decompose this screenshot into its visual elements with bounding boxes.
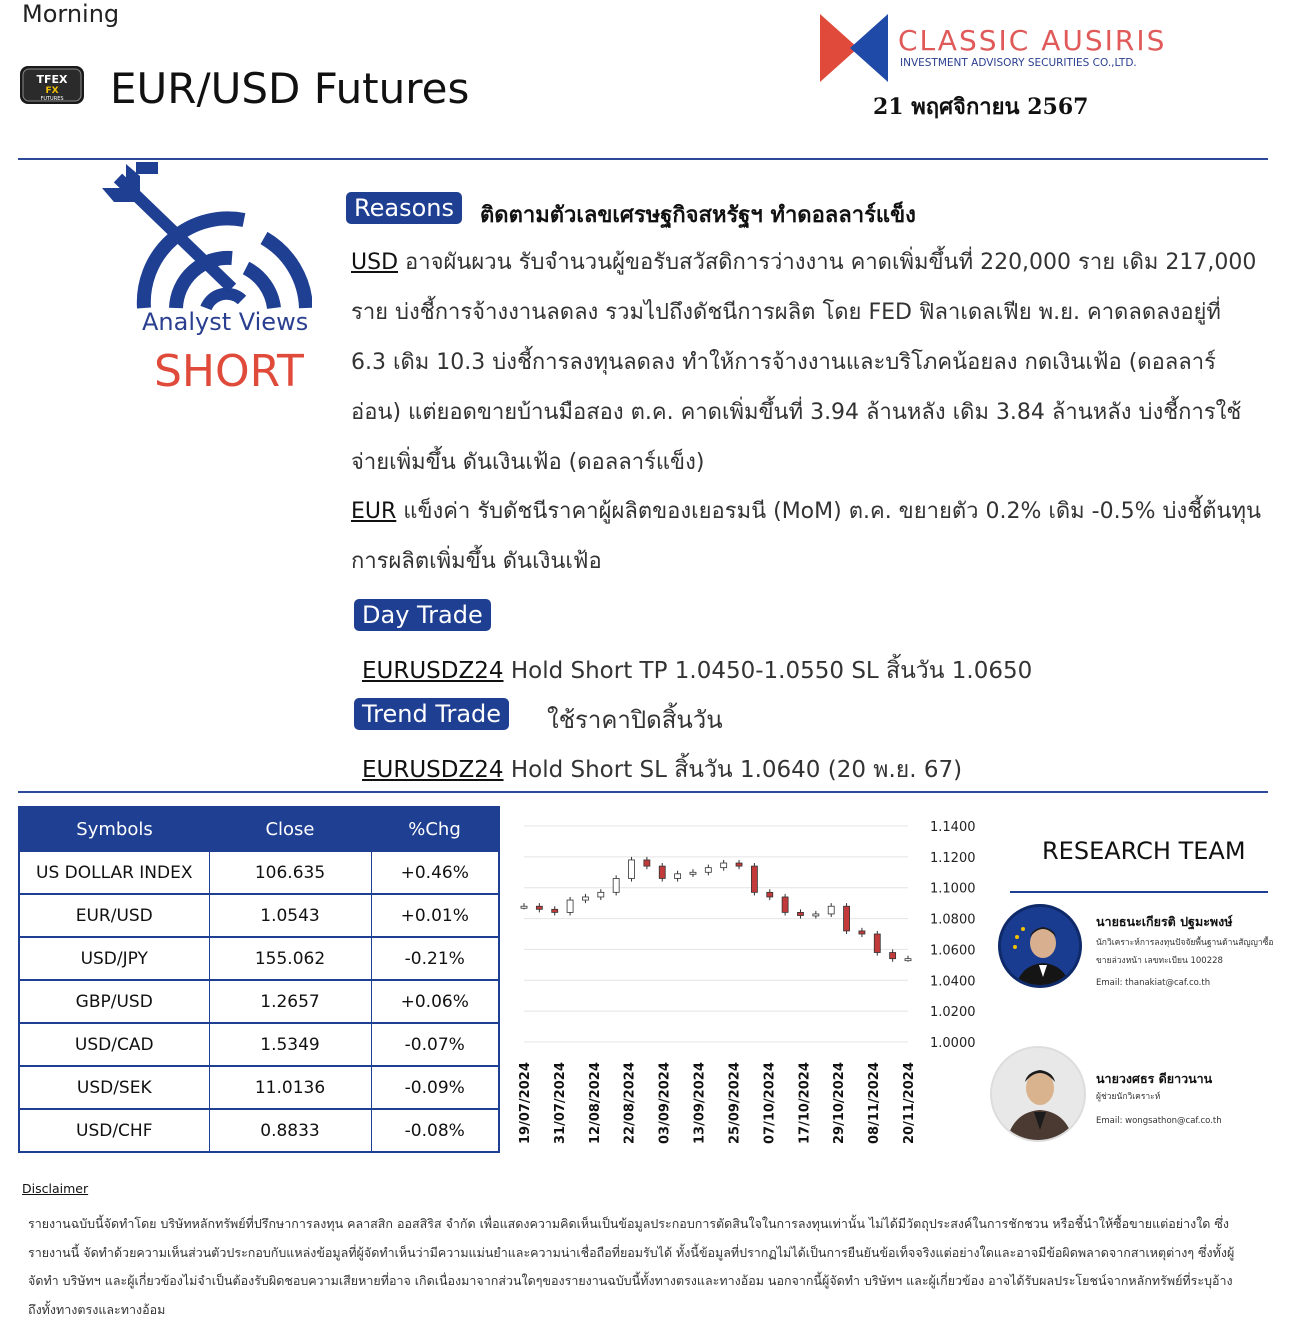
change-cell: +0.46% xyxy=(371,851,499,894)
table-row xyxy=(19,1066,499,1109)
candle-body xyxy=(859,931,865,934)
day-trade-line xyxy=(362,653,1032,689)
usd-paragraph xyxy=(351,238,1261,488)
candle-body xyxy=(521,906,527,908)
analyst-view-signal: SHORT xyxy=(154,346,304,397)
candle-body xyxy=(767,892,773,897)
candle-body xyxy=(582,897,588,900)
candle-body xyxy=(659,866,665,878)
y-tick-label: 1.1200 xyxy=(930,850,976,866)
candle-body xyxy=(905,959,911,961)
candle-body xyxy=(736,863,742,866)
y-tick-label: 1.1000 xyxy=(930,881,976,897)
close-cell: 11.0136 xyxy=(209,1066,371,1109)
x-tick-label: 03/09/2024 xyxy=(657,1062,673,1144)
symbol-cell: USD/SEK xyxy=(19,1066,209,1109)
close-cell: 106.635 xyxy=(209,851,371,894)
table-row xyxy=(19,1023,499,1066)
close-cell: 155.062 xyxy=(209,937,371,980)
disclaimer-text: รายงานฉบับนี้จัดทำโดย บริษัทหลักทรัพย์ที่ปรึกษาการลงทุน คลาสสิก ออสสิริส จำกัด เพื่อแสดงความคิดเห็นเป็นข้อมูลประกอบการตัดสินใจในการลงทุนเท่านั้น ไม่ได้มีวัตถุประสงค์ในการชักชวน หรือชี้นำให้ซื้อขายแต่อย่างใด ซึ่งรายงานนี้ จัดทำด้วยความเห็นส่วนตัวประกอบกับแหล่งข้อมูลที่ผู้จัดทำเห็นว่ามีความแม่นยำและความน่าเชื่อถือที่ยอมรับได้ ทั้งนี้ข้อมูลที่ปรากฏไม่ได้เป็นการยืนยันข้อเท็จจริงแต่อย่างใดและอาจมีข้อผิดพลาดจากสาเหตุต่างๆ ซึ่งทั้งผู้จัดทำ บริษัทฯ และผู้เกี่ยวข้องไม่จำเป็นต้องรับผิดชอบความเสียหายที่อาจ เกิดเนื่องมาจากส่วนใดๆของรายงานฉบับนี้ทั้งทางตรงและทางอ้อม นอกจากนี้ผู้จัดทำ บริษัทฯ และผู้เกี่ยวข้อง อาจได้รับผลประโยชน์จากหลักทรัพย์ที่ระบุอ้างถึงทั้งทางตรงและทางอ้อม xyxy=(28,1216,1235,1317)
candle-body xyxy=(828,906,834,914)
analyst-1-name: นายธนะเกียรติ ปฐมะพงษ์ xyxy=(1096,914,1233,929)
market-table xyxy=(18,806,500,1153)
candle-body xyxy=(751,866,757,892)
x-tick-label: 29/10/2024 xyxy=(832,1062,848,1144)
brand-logo-icon xyxy=(818,12,890,84)
header-close: Close xyxy=(209,807,371,851)
analyst-1-avatar xyxy=(998,904,1082,988)
eurusd-price-chart xyxy=(510,812,990,1152)
candle-body xyxy=(629,860,635,879)
x-tick-label: 20/11/2024 xyxy=(902,1062,917,1144)
eur-paragraph xyxy=(351,487,1261,587)
change-cell: -0.07% xyxy=(371,1023,499,1066)
candle-body xyxy=(844,906,850,931)
chart-candles xyxy=(521,857,911,962)
table-row xyxy=(19,937,499,980)
svg-text:TFEX: TFEX xyxy=(36,73,68,86)
eur-label: EUR xyxy=(351,499,397,524)
y-tick-label: 1.1400 xyxy=(930,820,976,835)
analyst-views-label: Analyst Views xyxy=(142,308,309,336)
tfex-logo xyxy=(18,63,86,107)
change-cell: -0.09% xyxy=(371,1066,499,1109)
x-tick-label: 19/07/2024 xyxy=(518,1062,533,1144)
x-tick-label: 12/08/2024 xyxy=(587,1062,603,1144)
trend-trade-tag: Trend Trade xyxy=(354,698,509,730)
candle-body xyxy=(890,953,896,959)
candle-body xyxy=(782,897,788,912)
close-cell: 1.2657 xyxy=(209,980,371,1023)
change-cell: -0.08% xyxy=(371,1109,499,1152)
trend-trade-text: Hold Short SL สิ้นวัน 1.0640 (20 พ.ย. 67) xyxy=(503,757,963,783)
eur-text: แข็งค่า รับดัชนีราคาผู้ผลิตของเยอรมนี (MoM) ต.ค. ขยายตัว 0.2% เดิม -0.5% บ่งชี้ต้นทุนการผลิตเพิ่มขึ้น ดันเงินเฟ้อ xyxy=(351,499,1261,574)
table-row xyxy=(19,851,499,894)
reasons-tag: Reasons xyxy=(346,192,462,224)
trend-trade-line xyxy=(362,752,962,788)
header-change: %Chg xyxy=(371,807,499,851)
table-row xyxy=(19,980,499,1023)
candle-body xyxy=(675,874,681,879)
brand-subtitle: INVESTMENT ADVISORY SECURITIES CO.,LTD. xyxy=(900,57,1137,69)
day-trade-tag: Day Trade xyxy=(354,599,491,631)
candle-body xyxy=(567,900,573,912)
usd-label: USD xyxy=(351,250,399,275)
x-tick-label: 25/09/2024 xyxy=(727,1062,743,1144)
research-divider xyxy=(1010,891,1268,893)
table-row xyxy=(19,1109,499,1152)
candle-body xyxy=(644,860,650,866)
change-cell: -0.21% xyxy=(371,937,499,980)
y-tick-label: 1.0000 xyxy=(930,1036,976,1051)
target-arrow-icon xyxy=(96,160,312,310)
symbol-cell: USD/CAD xyxy=(19,1023,209,1066)
report-date: 21 พฤศจิกายน 2567 xyxy=(873,94,1089,120)
trend-trade-note: ใช้ราคาปิดสิ้นวัน xyxy=(547,706,723,734)
candle-body xyxy=(690,872,696,874)
chart-x-ticks xyxy=(518,1062,917,1144)
close-cell: 1.0543 xyxy=(209,894,371,937)
y-tick-label: 1.0400 xyxy=(930,974,976,990)
symbol-cell: EUR/USD xyxy=(19,894,209,937)
symbol-cell: USD/JPY xyxy=(19,937,209,980)
x-tick-label: 13/09/2024 xyxy=(692,1062,708,1144)
candle-body xyxy=(721,863,727,868)
svg-text:FUTURES: FUTURES xyxy=(40,96,64,102)
day-trade-text: Hold Short TP 1.0450-1.0550 SL สิ้นวัน 1.0650 xyxy=(503,658,1033,684)
section-divider xyxy=(18,791,1268,793)
chart-grid xyxy=(524,826,908,1042)
symbol-cell: USD/CHF xyxy=(19,1109,209,1152)
table-header-row xyxy=(19,807,499,851)
candle-body xyxy=(797,912,803,915)
research-team-title: RESEARCH TEAM xyxy=(1042,837,1246,865)
analyst-1-role: นักวิเคราะห์การลงทุนปัจจัยพื้นฐานด้านสัญญาซื้อขายล่วงหน้า เลขทะเบียน 100228 xyxy=(1096,938,1274,966)
header-symbols: Symbols xyxy=(19,807,209,851)
table-row xyxy=(19,894,499,937)
candle-body xyxy=(874,934,880,953)
analyst-2-email: Email: wongsathon@caf.co.th xyxy=(1096,1116,1222,1126)
x-tick-label: 31/07/2024 xyxy=(552,1062,568,1144)
x-tick-label: 22/08/2024 xyxy=(622,1062,638,1144)
brand-name: CLASSIC AUSIRIS xyxy=(898,24,1167,57)
page-title: EUR/USD Futures xyxy=(110,64,470,113)
edition-label: Morning xyxy=(22,0,120,28)
svg-text:FX: FX xyxy=(45,86,59,96)
close-cell: 0.8833 xyxy=(209,1109,371,1152)
trend-trade-symbol: EURUSDZ24 xyxy=(362,757,504,783)
chart-y-ticks xyxy=(930,820,976,1051)
reasons-headline: ติดตามตัวเลขเศรษฐกิจสหรัฐฯ ทำดอลลาร์แข็ง xyxy=(480,203,916,228)
x-tick-label: 08/11/2024 xyxy=(867,1062,883,1144)
x-tick-label: 07/10/2024 xyxy=(762,1062,778,1144)
analyst-2-role: ผู้ช่วยนักวิเคราะห์ xyxy=(1096,1092,1161,1102)
analyst-1-email: Email: thanakiat@caf.co.th xyxy=(1096,978,1211,988)
day-trade-symbol: EURUSDZ24 xyxy=(362,658,504,684)
change-cell: +0.06% xyxy=(371,980,499,1023)
candle-body xyxy=(613,878,619,892)
symbol-cell: US DOLLAR INDEX xyxy=(19,851,209,894)
close-cell: 1.5349 xyxy=(209,1023,371,1066)
candle-body xyxy=(552,909,558,912)
candle-body xyxy=(598,892,604,897)
x-tick-label: 17/10/2024 xyxy=(797,1062,813,1144)
candle-body xyxy=(536,906,542,909)
disclaimer-title: Disclaimer xyxy=(22,1181,89,1196)
analyst-2-avatar xyxy=(990,1046,1086,1142)
analyst-2-name: นายวงศธร ดียาวนาน xyxy=(1096,1071,1213,1086)
candle-body xyxy=(705,868,711,873)
symbol-cell: GBP/USD xyxy=(19,980,209,1023)
y-tick-label: 1.0200 xyxy=(930,1005,976,1021)
y-tick-label: 1.0600 xyxy=(930,943,976,959)
change-cell: +0.01% xyxy=(371,894,499,937)
candle-body xyxy=(813,914,819,916)
y-tick-label: 1.0800 xyxy=(930,912,976,928)
usd-text: อาจผันผวน รับจำนวนผู้ขอรับสวัสดิการว่างงาน คาดเพิ่มขึ้นที่ 220,000 ราย เดิม 217,000 ราย บ่งชี้การจ้างงานลดลง รวมไปถึงดัชนีการผลิต โดย FED ฟิลาเดลเฟีย พ.ย. คาดลดลงอยู่ที่ 6.3 เดิม 10.3 บ่งชี้การลงทุนลดลง ทำให้การจ้างงานและบริโภคน้อยลง กดเงินเฟ้อ (ดอลลาร์อ่อน) แต่ยอดขายบ้านมือสอง ต.ค. คาดเพิ่มขึ้นที่ 3.94 ล้านหลัง เดิม 3.84 ล้านหลัง บ่งชี้การใช้จ่ายเพิ่มขึ้น ดันเงินเฟ้อ (ดอลลาร์แข็ง) xyxy=(351,250,1257,475)
